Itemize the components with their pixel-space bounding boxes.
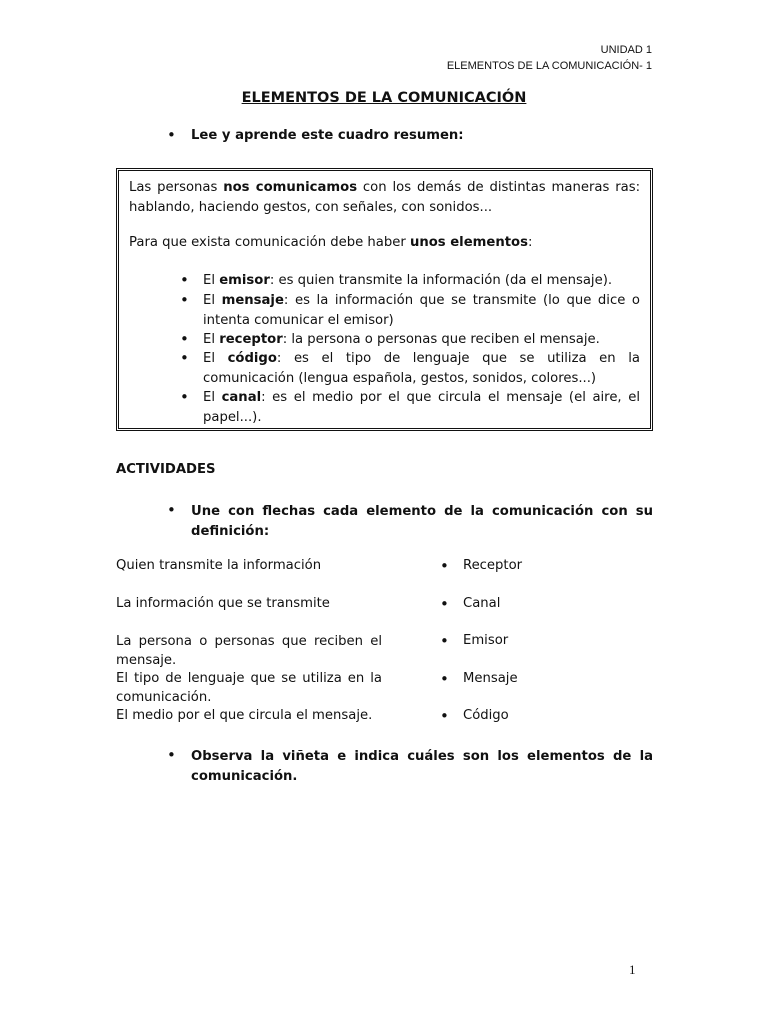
list-item: El código: es el tipo de lenguaje que se utiliza en la comunicación (lengua española, gestos, sonidos, colores...): [203, 351, 640, 386]
bullet-icon: •: [440, 670, 449, 688]
bullet-icon: •: [167, 746, 176, 764]
element-item: Receptor: [463, 558, 523, 573]
summary-paragraph-2: Para que exista comunicación debe haber unos elementos:: [129, 235, 533, 250]
definition-item: El tipo de lenguaje que se utiliza en la comunicación.: [116, 671, 382, 705]
bullet-icon: •: [167, 126, 176, 144]
element-item: Código: [463, 708, 509, 723]
definition-item: El medio por el que circula el mensaje.: [116, 708, 373, 723]
definition-item: La información que se transmite: [116, 596, 330, 611]
definition-item: La persona o personas que reciben el mensaje.: [116, 634, 382, 668]
bullet-icon: •: [180, 291, 189, 309]
definition-item: Quien transmite la información: [116, 558, 322, 573]
list-item: El receptor: la persona o personas que reciben el mensaje.: [203, 332, 600, 347]
bullet-icon: •: [440, 632, 449, 650]
page-number: 1: [629, 962, 636, 977]
header-unit: UNIDAD 1: [600, 44, 652, 56]
header-subtitle: ELEMENTOS DE LA COMUNICACIÓN- 1: [446, 60, 652, 72]
element-item: Canal: [463, 596, 501, 611]
activities-heading: ACTIVIDADES: [116, 462, 216, 477]
bullet-icon: •: [440, 595, 449, 613]
summary-paragraph-1: Las personas nos comunicamos con los demás de distintas maneras ras: hablando, haciendo gestos, con señales, con sonidos...: [129, 180, 641, 215]
page-title: ELEMENTOS DE LA COMUNICACIÓN: [241, 90, 527, 106]
bullet-icon: •: [440, 557, 449, 575]
bullet-icon: •: [180, 271, 189, 289]
list-item: El emisor: es quien transmite la información (da el mensaje).: [203, 273, 613, 288]
bullet-icon: •: [167, 501, 176, 519]
bullet-icon: •: [440, 707, 449, 725]
bullet-icon: •: [180, 388, 189, 406]
element-item: Emisor: [463, 633, 509, 648]
activity-instruction-1: Une con flechas cada elemento de la comunicación con su definición:: [191, 504, 653, 539]
bullet-icon: •: [180, 330, 189, 348]
list-item: El mensaje: es la información que se transmite (lo que dice o intenta comunicar el emisor): [203, 293, 640, 328]
bullet-icon: •: [180, 349, 189, 367]
list-item: El canal: es el medio por el que circula el mensaje (el aire, el papel...).: [203, 390, 640, 425]
intro-instruction: Lee y aprende este cuadro resumen:: [191, 128, 464, 143]
element-item: Mensaje: [463, 671, 518, 686]
activity-instruction-2: Observa la viñeta e indica cuáles son los elementos de la comunicación.: [191, 749, 653, 784]
